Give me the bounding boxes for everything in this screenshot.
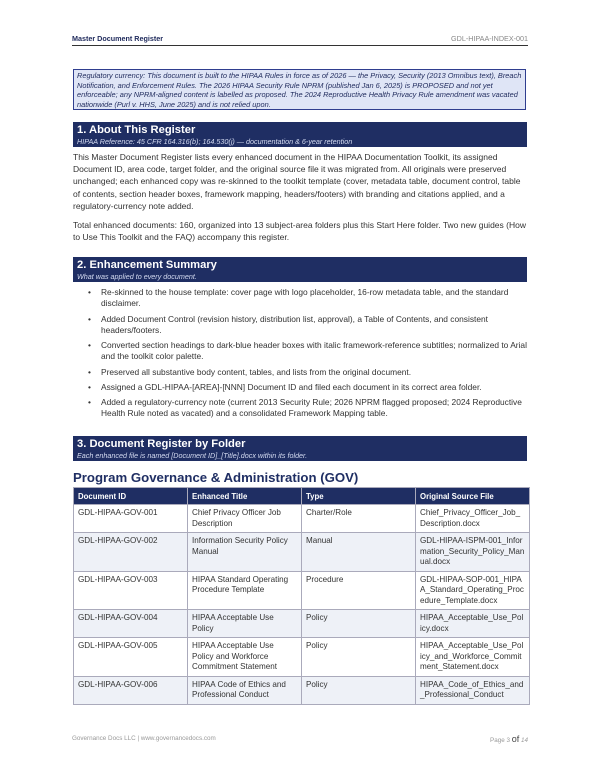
table-row	[74, 676, 530, 704]
title-cell: HIPAA Acceptable Use Policy	[188, 610, 302, 638]
document-register-table	[73, 487, 530, 705]
footer-company: Governance Docs LLC | www.governancedocs.com	[72, 735, 216, 742]
page-number: Page 3 of 14	[490, 734, 528, 744]
section-title: 1. About This Register	[77, 124, 196, 136]
title-cell: HIPAA Code of Ethics and Professional Conduct	[188, 676, 302, 704]
list-item: • Added a regulatory-currency note (current 2013 Security Rule; 2026 NPRM flagged proposed; 2024 Reproductive Health Rule noted as vacated) and a consolidated Framework Mapping table.	[88, 396, 522, 419]
list-item: • Preserved all substantive body content, tables, and lists from the original document.	[88, 366, 412, 377]
title-cell: HIPAA Standard Operating Procedure Template	[188, 571, 302, 610]
about-paragraph-1: This Master Document Register lists every enhanced document in the HIPAA Documentation Toolkit, its assigned Document ID, area code, target folder, and the original source file it was migrated from. All originals were preserved unchanged; each enhanced copy was re-skinned to the toolkit template (cover, metadata table, document control, table of contents, section header boxes, framework mapping, headers/footers) with branding and citations applied, and a regulatory-currency note added.	[73, 152, 521, 211]
section-title: 3. Document Register by Folder	[77, 438, 246, 450]
title-cell: HIPAA Acceptable Use Policy and Workforce Commitment Statement	[188, 638, 302, 677]
page-footer	[72, 734, 528, 744]
source-file-cell: GDL-HIPAA-SOP-001_HIPAA_Standard_Operating_Procedure_Template.docx	[416, 571, 530, 610]
page-header	[72, 33, 528, 46]
type-cell: Policy	[302, 610, 416, 638]
title-cell: Information Security Policy Manual	[188, 533, 302, 572]
source-file-cell: Chief_Privacy_Officer_Job_Description.docx	[416, 505, 530, 533]
section-title: 2. Enhancement Summary	[77, 259, 217, 271]
doc-id-cell: GDL-HIPAA-GOV-002	[74, 533, 188, 572]
column-header: Document ID	[74, 488, 188, 505]
section-subtitle: Each enhanced file is named [Document ID]_[Title].docx within its folder.	[77, 451, 308, 460]
section-header-register	[73, 436, 527, 461]
list-item: • Converted section headings to dark-blue header boxes with italic framework-reference subtitles; normalized to Arial and the toolkit color palette.	[88, 340, 527, 362]
type-cell: Procedure	[302, 571, 416, 610]
source-file-cell: HIPAA_Code_of_Ethics_and_Professional_Conduct	[416, 676, 530, 704]
column-header: Enhanced Title	[188, 488, 302, 505]
title-cell: Chief Privacy Officer Job Description	[188, 505, 302, 533]
table-row	[74, 610, 530, 638]
table-row	[74, 533, 530, 572]
section-subtitle: HIPAA Reference: 45 CFR 164.316(b); 164.530(j) — documentation & 6-year retention	[77, 137, 353, 146]
list-item: • Assigned a GDL-HIPAA-[AREA]-[NNN] Document ID and filed each document in its correct area folder.	[88, 381, 482, 392]
header-title: Master Document Register	[72, 34, 164, 43]
type-cell: Policy	[302, 676, 416, 704]
doc-id-cell: GDL-HIPAA-GOV-004	[74, 610, 188, 638]
doc-id-cell: GDL-HIPAA-GOV-005	[74, 638, 188, 677]
about-paragraph-2: Total enhanced documents: 160, organized into 13 subject-area folders plus this Start Here folder. Two new guides (How to Use This Toolkit and the FAQ) accompany this register.	[73, 220, 526, 243]
group-heading: Program Governance & Administration (GOV)	[73, 470, 359, 485]
enhancement-list	[73, 287, 529, 423]
table-row	[74, 505, 530, 533]
table-header-row	[74, 488, 530, 505]
source-file-cell: HIPAA_Acceptable_Use_Policy_and_Workforce_Commitment_Statement.docx	[416, 638, 530, 677]
table-row	[74, 638, 530, 677]
column-header: Original Source File	[416, 488, 530, 505]
type-cell: Manual	[302, 533, 416, 572]
list-item: • Added Document Control (revision history, distribution list, approval), a Table of Contents, and consistent headers/footers.	[88, 313, 488, 335]
doc-id-cell: GDL-HIPAA-GOV-001	[74, 505, 188, 533]
source-file-cell: HIPAA_Acceptable_Use_Policy.docx	[416, 610, 530, 638]
type-cell: Charter/Role	[302, 505, 416, 533]
column-header: Type	[302, 488, 416, 505]
doc-id-cell: GDL-HIPAA-GOV-006	[74, 676, 188, 704]
header-doc-id: GDL-HIPAA-INDEX-001	[451, 34, 528, 43]
section-subtitle: What was applied to every document.	[77, 272, 197, 281]
list-item: • Re-skinned to the house template: cover page with logo placeholder, 16-row metadata table, and the standard disclaimer.	[88, 287, 509, 309]
type-cell: Policy	[302, 638, 416, 677]
section-header-about	[73, 122, 527, 147]
table-row	[74, 571, 530, 610]
section-header-enhancement	[73, 257, 527, 282]
doc-id-cell: GDL-HIPAA-GOV-003	[74, 571, 188, 610]
source-file-cell: GDL-HIPAA-ISPM-001_Information_Security_Policy_Manual.docx	[416, 533, 530, 572]
regulatory-currency-note: Regulatory currency: This document is built to the HIPAA Rules in force as of 2026 — the Privacy, Security (2013 Omnibus text), Breach Notification, and Enforcement Rules. The 2026 HIPAA Security Rule NPRM (published Jan 6, 2025) is PROPOSED and not yet enforceable; any NPRM-aligned content is labelled as proposed. The 2024 Reproductive Health Privacy Rule amendment was vacated nationwide (Purl v. HHS, June 2025) and is not relied upon.	[73, 69, 526, 110]
